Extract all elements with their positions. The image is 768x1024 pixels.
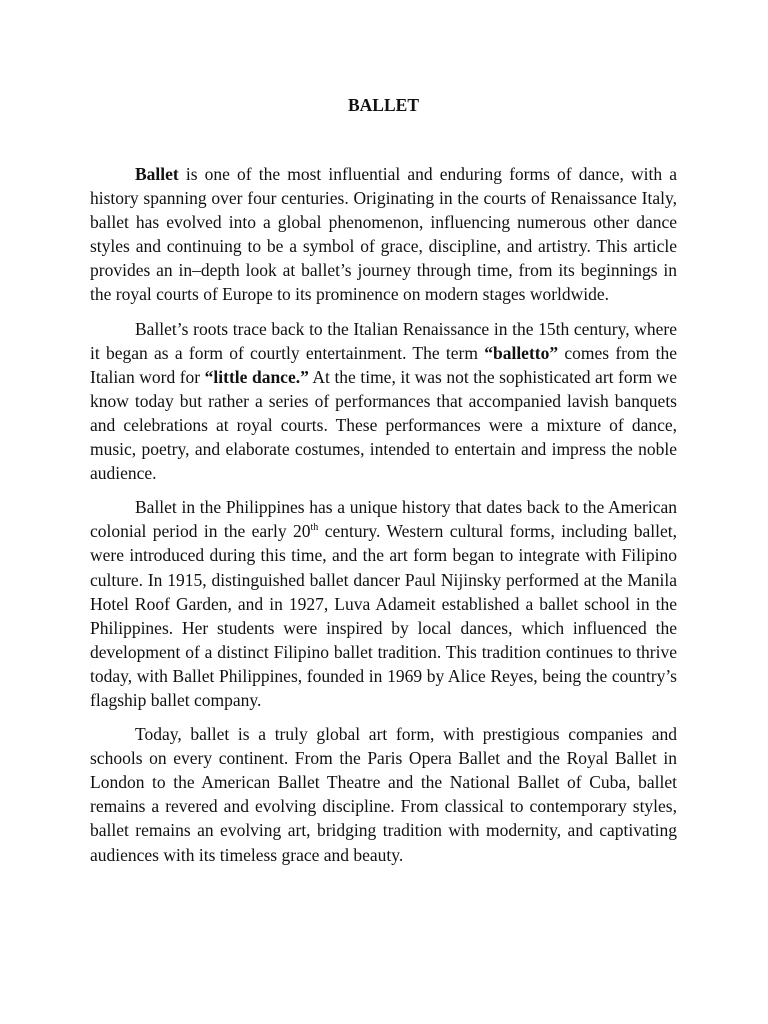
document-title: BALLET	[348, 95, 419, 115]
bold-term-balletto: “balletto”	[484, 342, 559, 363]
superscript-th: th	[310, 522, 319, 534]
paragraph-text: Today, ballet is a truly global art form, with prestigious companies and schools on every continent. From the Paris Opera Ballet and the Royal Ballet in London to the American Ballet Theatre and the National Ballet of Cuba, ballet remains a revered and evolving discipline. From classical to contemporary styles, ballet remains an evolving art, bridging tradition with modernity, and captivating audiences with its timeless grace and beauty.	[90, 724, 677, 865]
paragraph-text: comes from the Italian word for	[90, 342, 678, 387]
paragraph-origins	[90, 317, 677, 486]
paragraph-introduction	[90, 162, 677, 307]
paragraph-text: Ballet’s roots trace back to the Italian Renaissance in the 15th century, where it began as a form of courtly entertainment. The term	[90, 318, 677, 363]
paragraph-text: century. Western cultural forms, including ballet, were introduced during this time, and the art form began to integrate with Filipino culture. In 1915, distinguished ballet dancer Paul Nijinsky performed at the Manila Hotel Roof Garden, and in 1927, Luva Adameit established a ballet school in the Philippines. Her students were inspired by local dances, which influenced the development of a distinct Filipino ballet tradition. This tradition continues to thrive today, with Ballet Philippines, founded in 1969 by Alice Reyes, being the country’s flagship ballet company.	[90, 521, 677, 710]
document-page	[90, 0, 677, 867]
paragraph-text: Ballet in the Philippines has a unique history that dates back to the American colonial period in the early 20	[90, 497, 677, 542]
paragraph-philippines	[90, 495, 677, 712]
bold-term-little-dance: “little dance.”	[204, 366, 309, 387]
paragraph-global	[90, 722, 677, 867]
paragraph-text: is one of the most influential and enduring forms of dance, with a history spanning over four centuries. Originating in the courts of Renaissance Italy, ballet has evolved into a global phenomenon, influencing numerous other dance styles and continuing to be a symbol of grace, discipline, and artistry. This article provides an in–depth look at ballet’s journey through time, from its beginnings in the royal courts of Europe to its prominence on modern stages worldwide.	[90, 164, 677, 305]
paragraph-text: At the time, it was not the sophisticated art form we know today but rather a series of performances that accompanied lavish banquets and celebrations at royal courts. These performances were a mixture of dance, music, poetry, and elaborate costumes, intended to entertain and impress the noble audience.	[90, 366, 678, 484]
bold-term-ballet: Ballet	[135, 164, 179, 184]
